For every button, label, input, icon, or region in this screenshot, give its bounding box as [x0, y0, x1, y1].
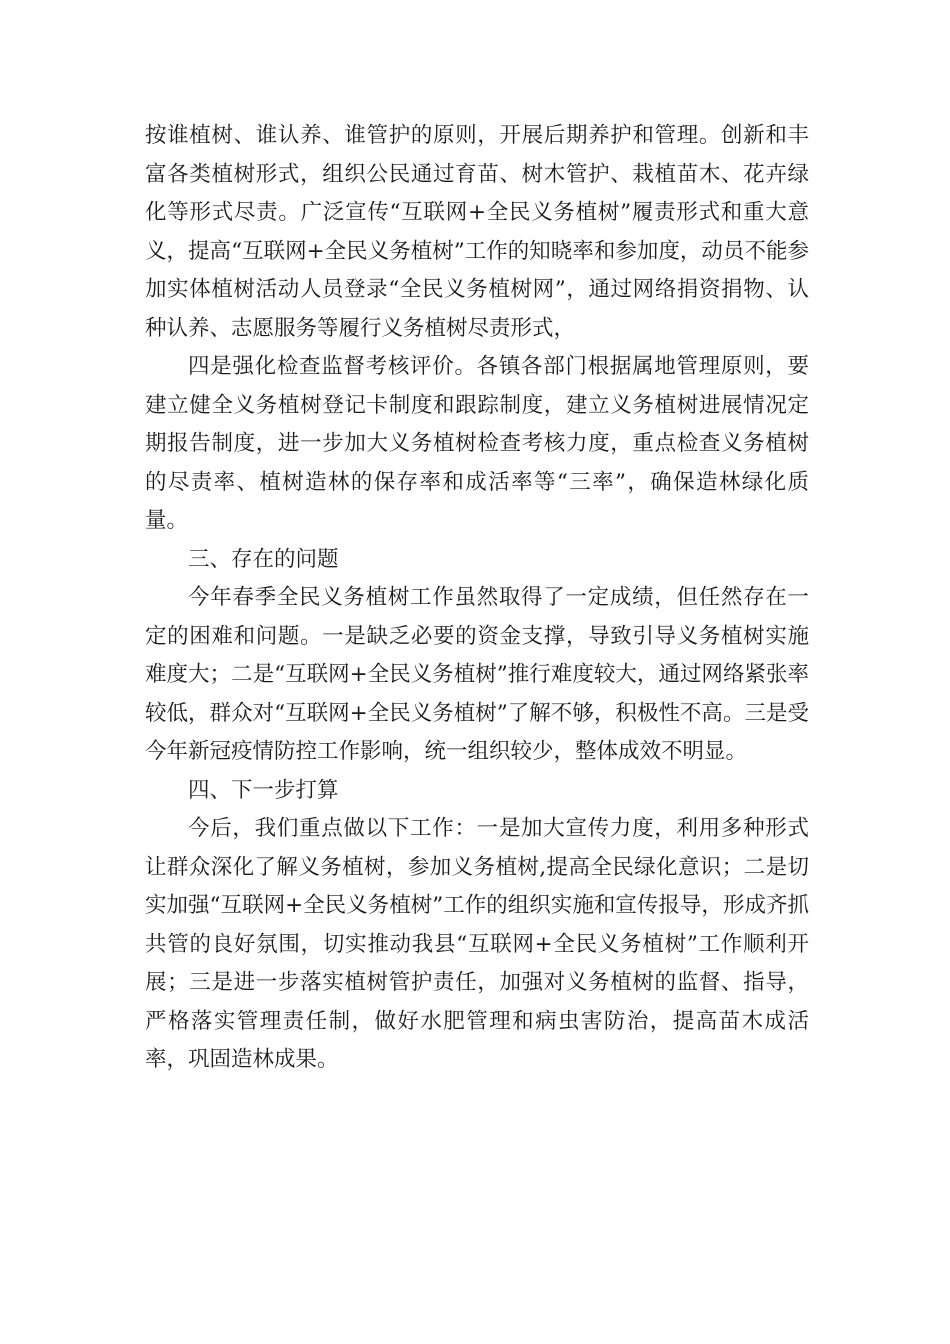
document-body [145, 117, 809, 1080]
paragraph-next-steps: 今后，我们重点做以下工作：一是加大宣传力度，利用多种形式让群众深化了解义务植树，参加义务植树,提高全民绿化意识；二是切实加强“互联网+全民义务植树”工作的组织实施和宣传报导，形成齐抓共管的良好氛围，切实推动我县“互联网+全民义务植树”工作顺利开展；三是进一步落实植树管护责任，加强对义务植树的监督、指导，严格落实管理责任制，做好水肥管理和病虫害防治，提高苗木成活率，巩固造林成果。 [145, 816, 809, 1072]
paragraph-supervision: 四是强化检查监督考核评价。各镇各部门根据属地管理原则，要建立健全义务植树登记卡制度和跟踪制度，建立义务植树进展情况定期报告制度，进一步加大义务植树检查考核力度，重点检查义务植树的尽责率、植树造林的保存率和成活率等“三率”，确保造林绿化质量。 [145, 354, 809, 533]
section-heading-next-steps: 四、下一步打算 [188, 777, 339, 803]
paragraph-continuation: 按谁植树、谁认养、谁管护的原则，开展后期养护和管理。创新和丰富各类植树形式，组织公民通过育苗、树木管护、栽植苗木、花卉绿化等形式尽责。广泛宣传“互联网+全民义务植树”履责形式和重大意义，提高“互联网+全民义务植树”工作的知晓率和参加度，动员不能参加实体植树活动人员登录“全民义务植树网”，通过网络捐资捐物、认种认养、志愿服务等履行义务植树尽责形式， [145, 123, 809, 341]
section-heading-problems: 三、存在的问题 [188, 546, 339, 572]
paragraph-problems: 今年春季全民义务植树工作虽然取得了一定成绩，但任然存在一定的困难和问题。一是缺乏必要的资金支撑，导致引导义务植树实施难度大；二是“互联网+全民义务植树”推行难度较大，通过网络紧张率较低，群众对“互联网+全民义务植树”了解不够，积极性不高。三是受今年新冠疫情防控工作影响，统一组织较少，整体成效不明显。 [145, 585, 809, 764]
